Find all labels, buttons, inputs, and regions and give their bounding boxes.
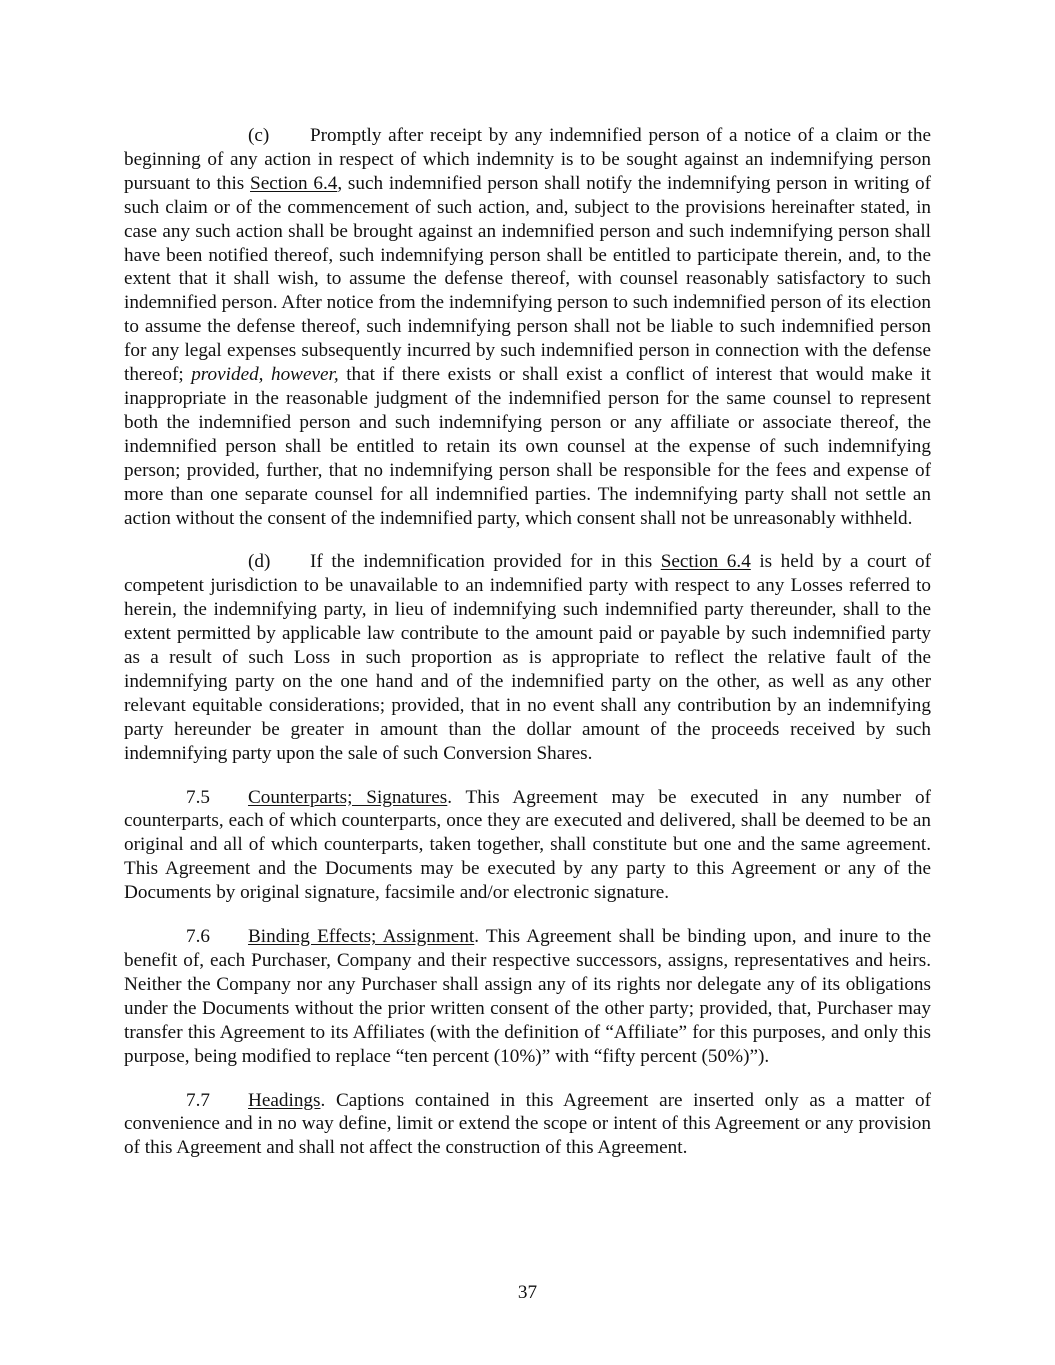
section-7-7	[124, 1089, 931, 1161]
section-7-5-body: . This Agreement may be executed in any number of counterparts, each of which counterparts, once they are executed and delivered, shall be deemed to be an original and all of which counterparts, taken together, shall constitute but one and the same agreement. This Agreement and the Documents may be executed by any party to this Agreement or any of the Documents by original signature, facsimile and/or electronic signature.	[124, 786, 931, 904]
section-7-7-heading: Headings	[248, 1089, 321, 1111]
section-7-7-number: 7.7	[186, 1089, 210, 1111]
page-number: 37	[517, 1282, 538, 1303]
document-page	[124, 124, 931, 1160]
paragraph-d-label: (d)	[248, 551, 271, 573]
section-7-5	[124, 786, 931, 906]
section-7-6	[124, 925, 931, 1068]
section-7-6-heading: Binding Effects; Assignment	[248, 926, 475, 948]
paragraph-c-label: (c)	[248, 125, 270, 146]
paragraph-d	[124, 550, 931, 765]
paragraph-d-text-part1: If the indemnification provided for in this	[310, 551, 661, 573]
section-7-5-number: 7.5	[186, 786, 210, 808]
section-6-4-reference: Section 6.4	[250, 172, 338, 194]
paragraph-c-text-part2: , such indemnified person shall notify the indemnifying person in writing of such claim or of the commencement of such action, and, subject to the provisions hereinafter stated, in case any such action shall be brought against an indemnified person and such indemnifying person shall have been notified thereof, such indemnifying person shall be entitled to participate therein, and, to the extent that it shall wish, to assume the defense thereof, with counsel reasonably satisfactory to such indemnified person. After notice from the indemnifying person to such indemnified person of its election to assume the defense thereof, such indemnifying person shall not be liable to such indemnified person for any legal expenses subsequently incurred by such indemnified person in connection with the defense thereof;	[124, 172, 931, 386]
paragraph-c	[124, 124, 931, 530]
section-6-4-reference: Section 6.4	[660, 551, 751, 573]
section-7-5-heading: Counterparts; Signatures	[248, 786, 448, 808]
paragraph-d-text-part2: is held by a court of competent jurisdiction to be unavailable to an indemnified party with respect to any Losses referred to herein, the indemnifying party, in lieu of indemnifying such indemnified party thereunder, shall to the extent permitted by applicable law contribute to the amount paid or payable by such indemnified party as a result of such Loss in such proportion as is appropriate to reflect the relative fault of the indemnifying party on the one hand and of the indemnified party on the other, as well as any other relevant equitable considerations; provided, that in no event shall any contribution by an indemnifying party hereunder be greater in amount than the dollar amount of the proceeds received by such indemnifying party upon the sale of such Conversion Shares.	[124, 551, 931, 764]
paragraph-c-text-part1: Promptly after receipt by any indemnified person of a notice of a claim or the beginning of any action in respect of which indemnity is to be sought against an indemnifying person pursuant to this	[124, 125, 931, 194]
section-7-7-body: . Captions contained in this Agreement are inserted only as a matter of convenience and in no way define, limit or extend the scope or intent of this Agreement or any provision of this Agreement and shall not affect the construction of this Agreement.	[124, 1089, 931, 1159]
section-7-6-number: 7.6	[186, 926, 210, 948]
section-7-6-body: . This Agreement shall be binding upon, and inure to the benefit of, each Purchaser, Company and their respective successors, assigns, representatives and heirs. Neither the Company nor any Purchaser shall assign any of its rights nor delegate any of its obligations under the Documents without the prior written consent of the other party; provided, that, Purchaser may transfer this Agreement to its Affiliates (with the definition of “Affiliate” for this purposes, and only this purpose, being modified to replace “ten percent (10%)” with “fifty percent (50%)”).	[124, 926, 932, 1067]
paragraph-c-text-part3: that if there exists or shall exist a conflict of interest that would make it inappropriate in the reasonable judgment of the indemnified person for the same counsel to represent both the indemnified person and such indemnifying person or any affiliate or associate thereof, the indemnified person shall be entitled to retain its own counsel at the expense of such indemnifying person; provided, further, that no indemnifying person shall be responsible for the fees and expense of more than one separate counsel for all indemnified parties. The indemnifying party shall not settle an action without the consent of the indemnified party, which consent shall not be unreasonably withheld.	[124, 364, 931, 529]
proviso-italic: provided, however,	[191, 364, 339, 386]
